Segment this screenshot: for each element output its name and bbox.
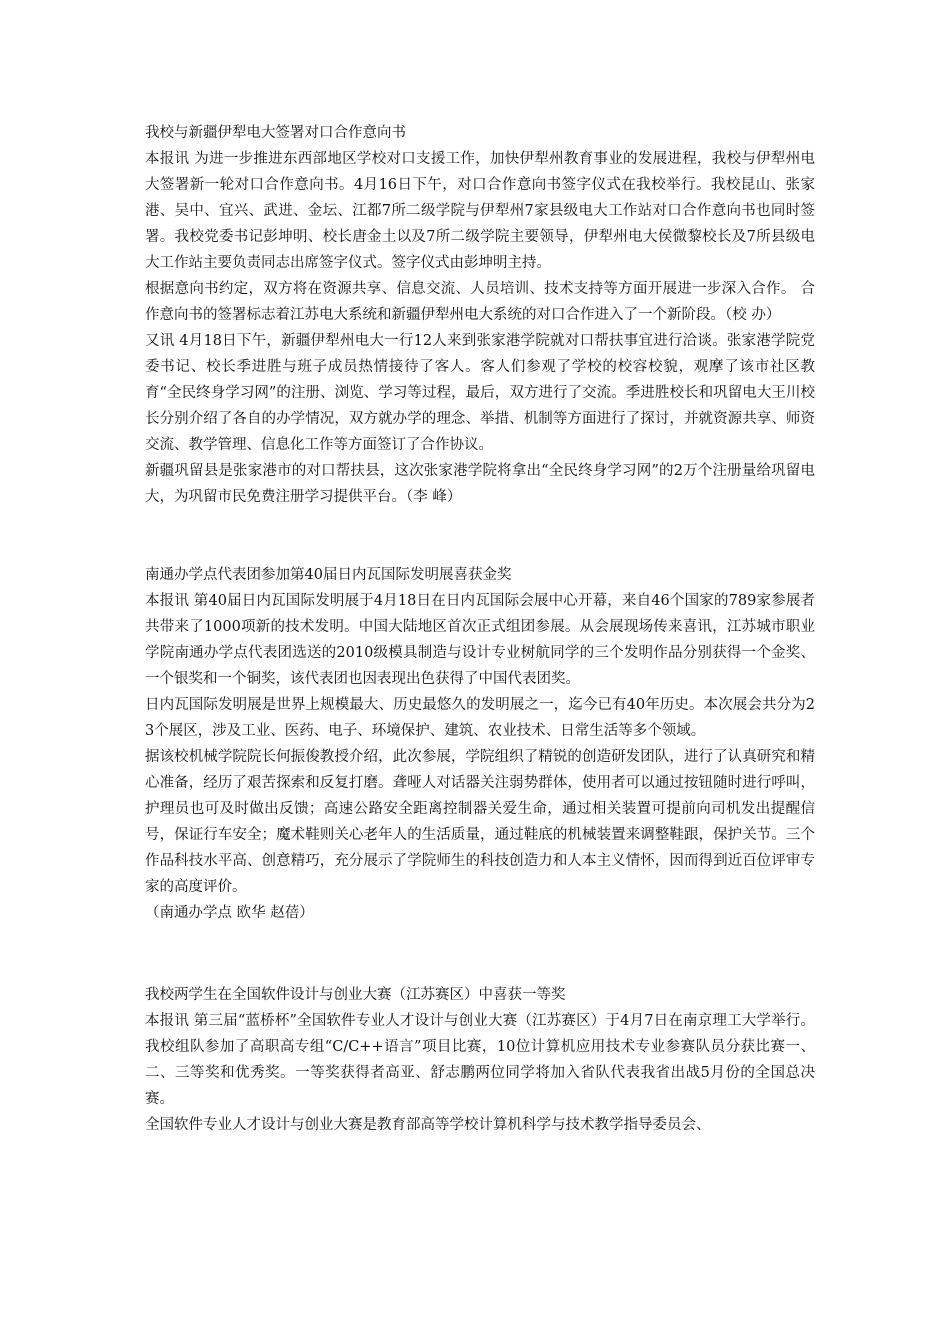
article-paragraph: 又讯 4月18日下午，新疆伊犁州电大一行12人来到张家港学院就对口帮扶事宜进行洽谈。张家港学院党委书记、校长季进胜与班子成员热情接待了客人。客人们参观了学校的校容校貌，观摩了该市社区教育“全民终身学习网”的注册、浏览、学习等过程，最后，双方进行了交流。季进胜校长和巩留电大王川校长分别介绍了各自的办学情况，双方就办学的理念、举措、机制等方面进行了探讨，并就资源共享、师资交流、教学管理、信息化工作等方面签订了合作协议。: [145, 333, 815, 453]
article-paragraph: 根据意向书约定，双方将在资源共享、信息交流、人员培训、技术支持等方面开展进一步深入合作。 合作意向书的签署标志着江苏电大系统和新疆伊犁州电大系统的对口合作进入了一个新阶段。（校 办）: [145, 281, 815, 323]
article-geneva-invention: [145, 562, 815, 926]
article-paragraph: 本报讯 为进一步推进东西部地区学校对口支援工作，加快伊犁州教育事业的发展进程，我校与伊犁州电大签署新一轮对口合作意向书。4月16日下午，对口合作意向书签字仪式在我校举行。我校昆山、张家港、吴中、宜兴、武进、金坛、江都7所二级学院与伊犁州7家县级电大工作站对口合作意向书也同时签署。我校党委书记彭坤明、校长唐金土以及7所二级学院主要领导，伊犁州电大侯微黎校长及7所县级电大工作站主要负责同志出席签字仪式。签字仪式由彭坤明主持。: [145, 151, 815, 271]
article-paragraph: 本报讯 第40届日内瓦国际发明展于4月18日在日内瓦国际会展中心开幕，来自46个国家的789家参展者共带来了1000项新的技术发明。中国大陆地区首次正式组团参展。从会展现场传来喜讯，江苏城市职业学院南通办学点代表团选送的2010级模具制造与设计专业树航同学的三个发明作品分别获得一个金奖、一个银奖和一个铜奖，该代表团也因表现出色获得了中国代表团奖。: [145, 593, 815, 687]
article-title: 我校两学生在全国软件设计与创业大赛（江苏赛区）中喜获一等奖: [145, 987, 566, 1003]
article-paragraph: 全国软件专业人才设计与创业大赛是教育部高等学校计算机科学与技术教学指导委员会、: [145, 1117, 711, 1133]
article-title: 我校与新疆伊犁电大签署对口合作意向书: [145, 125, 406, 141]
article-paragraph: 本报讯 第三届“蓝桥杯”全国软件专业人才设计与创业大赛（江苏赛区）于4月7日在南京理工大学举行。我校组队参加了高职高专组“C/C++语言”项目比赛，10位计算机应用技术专业参赛队员分获比赛一、二、三等奖和优秀奖。一等奖获得者高亚、舒志鹏两位同学将加入省队代表我省出战5月份的全国总决赛。: [145, 1013, 815, 1107]
article-paragraph: 日内瓦国际发明展是世界上规模最大、历史最悠久的发明展之一，迄今已有40年历史。本次展会共分为23个展区，涉及工业、医药、电子、环境保护、建筑、农业技术、日常生活等多个领域。: [145, 697, 815, 739]
article-software-contest: [145, 982, 815, 1138]
article-paragraph: 新疆巩留县是张家港市的对口帮扶县，这次张家港学院将拿出“全民终身学习网”的2万个注册量给巩留电大，为巩留市民免费注册学习提供平台。（李 峰）: [145, 463, 815, 505]
document-page: [145, 120, 815, 1138]
article-paragraph: （南通办学点 欧华 赵蓓）: [145, 905, 314, 921]
article-title: 南通办学点代表团参加第40届日内瓦国际发明展喜获金奖: [145, 567, 512, 583]
article-paragraph: 据该校机械学院院长何振俊教授介绍，此次参展，学院组织了精锐的创造研发团队，进行了认真研究和精心准备，经历了艰苦探索和反复打磨。聋哑人对话器关注弱势群体，使用者可以通过按钮随时进行呼叫，护理员也可及时做出反馈；高速公路安全距离控制器关爱生命，通过相关装置可提前向司机发出提醒信号，保证行车安全；魔术鞋则关心老年人的生活质量，通过鞋底的机械装置来调整鞋跟，保护关节。三个作品科技水平高、创意精巧，充分展示了学院师生的科技创造力和人本主义情怀，因而得到近百位评审专家的高度评价。: [145, 749, 815, 895]
section-gap: [145, 926, 815, 982]
section-gap: [145, 510, 815, 562]
article-yili-cooperation: [145, 120, 815, 510]
